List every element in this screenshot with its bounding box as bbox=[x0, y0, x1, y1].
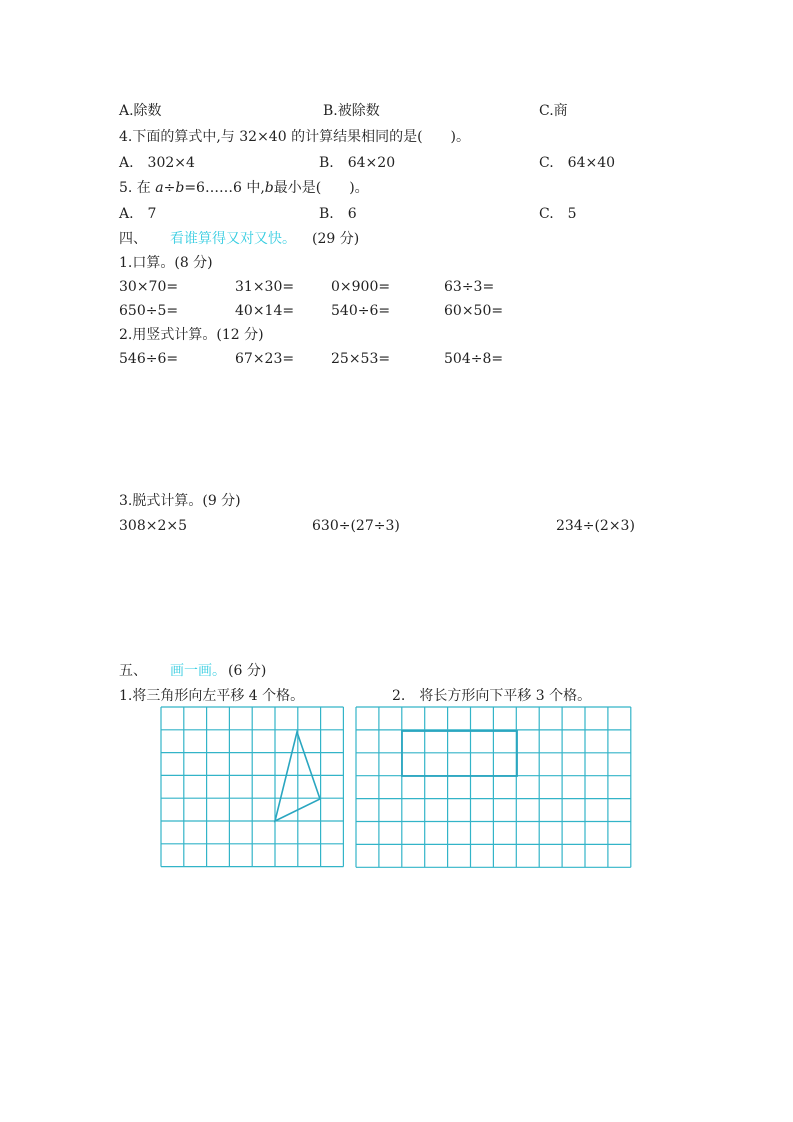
q5-option-c: C. 5 bbox=[539, 206, 577, 222]
section5-score: (6 分) bbox=[228, 663, 267, 679]
stepwise-item: 308×2×5 bbox=[119, 518, 187, 534]
vertical-item: 67×23= bbox=[235, 351, 295, 367]
q4-option-b: B. 64×20 bbox=[319, 155, 396, 171]
stepwise-item: 630÷(27÷3) bbox=[312, 518, 400, 534]
q3-option-c: C.商 bbox=[539, 103, 568, 119]
rectangle-shape bbox=[402, 731, 517, 776]
q5-var-b2: b bbox=[264, 180, 274, 196]
vertical-heading: 2.用竖式计算。(12 分) bbox=[119, 327, 264, 343]
q4-option-c: C. 64×40 bbox=[539, 155, 616, 171]
q5-option-a: A. 7 bbox=[119, 206, 157, 222]
oral-heading: 1.口算。(8 分) bbox=[119, 255, 213, 271]
oral-item: 540÷6= bbox=[331, 303, 391, 319]
oral-item: 650÷5= bbox=[119, 303, 179, 319]
oral-item: 40×14= bbox=[235, 303, 295, 319]
section4-number: 四、 bbox=[119, 231, 147, 247]
q5-suffix: 最小是( )。 bbox=[273, 180, 369, 196]
oral-item: 30×70= bbox=[119, 279, 179, 295]
oral-item: 63÷3= bbox=[444, 279, 495, 295]
section5-number: 五、 bbox=[119, 663, 147, 679]
oral-item: 60×50= bbox=[444, 303, 504, 319]
q5-mid: =6……6 中, bbox=[184, 180, 265, 196]
triangle-grid bbox=[160, 706, 344, 868]
q5-div-sign: ÷ bbox=[163, 180, 176, 196]
section4-score: (29 分) bbox=[312, 231, 360, 247]
q5-option-b: B. 6 bbox=[319, 206, 357, 222]
vertical-item: 25×53= bbox=[331, 351, 391, 367]
section4-title: 看谁算得又对又快。 bbox=[170, 231, 296, 247]
translate-triangle-task: 1.将三角形向左平移 4 个格。 bbox=[119, 688, 305, 704]
q5-question bbox=[119, 180, 369, 196]
q3-option-a: A.除数 bbox=[119, 103, 162, 119]
vertical-item: 504÷8= bbox=[444, 351, 504, 367]
q4-option-a: A. 302×4 bbox=[119, 155, 195, 171]
section5-title: 画一画。 bbox=[170, 663, 226, 679]
oral-item: 0×900= bbox=[331, 279, 391, 295]
q4-question: 4.下面的算式中,与 32×40 的计算结果相同的是( )。 bbox=[119, 129, 470, 145]
rectangle-grid bbox=[355, 706, 633, 868]
q5-var-a: a bbox=[155, 180, 164, 196]
stepwise-heading: 3.脱式计算。(9 分) bbox=[119, 493, 241, 509]
q5-prefix: 5. 在 bbox=[119, 180, 156, 196]
stepwise-item: 234÷(2×3) bbox=[556, 518, 635, 534]
vertical-item: 546÷6= bbox=[119, 351, 179, 367]
q5-var-b: b bbox=[175, 180, 185, 196]
q3-option-b: B.被除数 bbox=[323, 103, 380, 119]
translate-rectangle-task: 2. 将长方形向下平移 3 个格。 bbox=[392, 688, 592, 704]
oral-item: 31×30= bbox=[235, 279, 295, 295]
